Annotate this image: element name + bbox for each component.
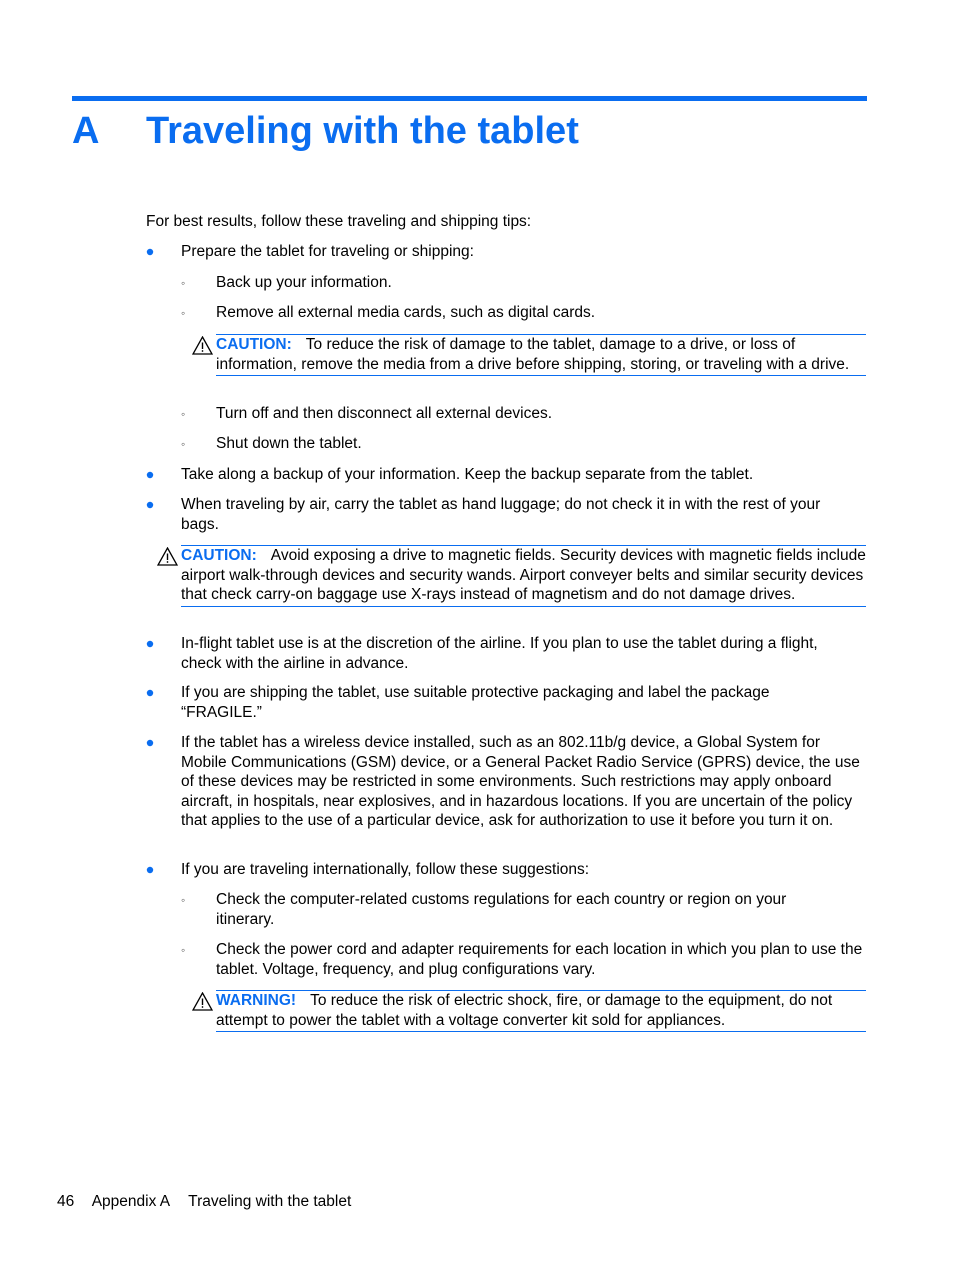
list-item: If you are shipping the tablet, use suitable protective packaging and label the package “FRAGILE.” xyxy=(181,684,770,721)
sub-list-item: Remove all external media cards, such as digital cards. xyxy=(216,304,596,321)
chapter-letter: A xyxy=(72,110,100,152)
bullet-dot-icon xyxy=(146,248,154,256)
caution-label: CAUTION: xyxy=(181,547,257,564)
sub-list-item: Turn off and then disconnect all external devices. xyxy=(216,405,553,422)
bullet-dot-icon xyxy=(146,471,154,479)
sub-bullet-marker: ◦ xyxy=(181,437,186,451)
sub-list-item: Back up your information. xyxy=(216,274,392,291)
bullet-dot-icon xyxy=(146,866,154,874)
sub-bullet-marker: ◦ xyxy=(181,407,186,421)
intro-text: For best results, follow these traveling and shipping tips: xyxy=(146,213,532,230)
warning-label: WARNING! xyxy=(216,992,297,1009)
bullet-dot-icon xyxy=(146,640,154,648)
caution-text: Avoid exposing a drive to magnetic fields. Security devices with magnetic fields include airport walk-through devices and security wands. Airport conveyer belts and similar security devices that check carry-on baggage use X-rays instead of magnetism and do not damage drives. xyxy=(181,547,866,603)
warning-triangle-icon xyxy=(157,547,178,572)
sub-list-item: Check the power cord and adapter requirements for each location in which you plan to use the tablet. Voltage, frequency, and plug configurations vary. xyxy=(216,941,863,978)
sub-bullet-marker: ◦ xyxy=(181,943,186,957)
warning-triangle-icon xyxy=(192,336,213,361)
warning-triangle-icon xyxy=(192,992,213,1017)
caution-label: CAUTION: xyxy=(216,336,292,353)
list-item: If the tablet has a wireless device installed, such as an 802.11b/g device, a Global System for Mobile Communications (GSM) device, or a General Packet Radio Service (GPRS) device, the use of these devices may be restricted in some environments. Such restrictions may apply onboard aircraft, in hospitals, near explosives, and in hazardous locations. If you are uncertain of the policy that applies to the use of a particular device, ask for authorization to use it before you turn it on. xyxy=(181,734,860,829)
list-item: In-flight tablet use is at the discretion of the airline. If you plan to use the tablet during a flight, check with the airline in advance. xyxy=(181,635,818,672)
caution-text: To reduce the risk of damage to the tablet, damage to a drive, or loss of information, remove the media from a drive before shipping, storing, or traveling with a drive. xyxy=(216,336,850,373)
list-item: Prepare the tablet for traveling or shipping: xyxy=(181,243,474,260)
chapter-title: Traveling with the tablet xyxy=(146,110,579,152)
sub-bullet-marker: ◦ xyxy=(181,306,186,320)
list-item: When traveling by air, carry the tablet as hand luggage; do not check it in with the rest of your bags. xyxy=(181,496,821,533)
page-number: 46 xyxy=(57,1193,75,1210)
sub-bullet-marker: ◦ xyxy=(181,276,186,290)
warning-notice xyxy=(216,990,866,1032)
footer-section: Appendix A xyxy=(91,1193,171,1210)
sub-list-item: Shut down the tablet. xyxy=(216,435,362,452)
chapter-rule xyxy=(72,96,867,101)
sub-list-item: Check the computer-related customs regulations for each country or region on your itinerary. xyxy=(216,891,787,928)
bullet-dot-icon xyxy=(146,689,154,697)
list-item: If you are traveling internationally, follow these suggestions: xyxy=(181,861,590,878)
footer-title: Traveling with the tablet xyxy=(188,1193,352,1210)
caution-notice xyxy=(181,545,866,607)
sub-bullet-marker: ◦ xyxy=(181,893,186,907)
bullet-dot-icon xyxy=(146,739,154,747)
page-footer xyxy=(57,1192,365,1212)
caution-notice xyxy=(216,334,866,376)
warning-text: To reduce the risk of electric shock, fire, or damage to the equipment, do not attempt to power the tablet with a voltage converter kit sold for appliances. xyxy=(216,992,833,1029)
bullet-dot-icon xyxy=(146,501,154,509)
list-item: Take along a backup of your information. Keep the backup separate from the tablet. xyxy=(181,466,754,483)
